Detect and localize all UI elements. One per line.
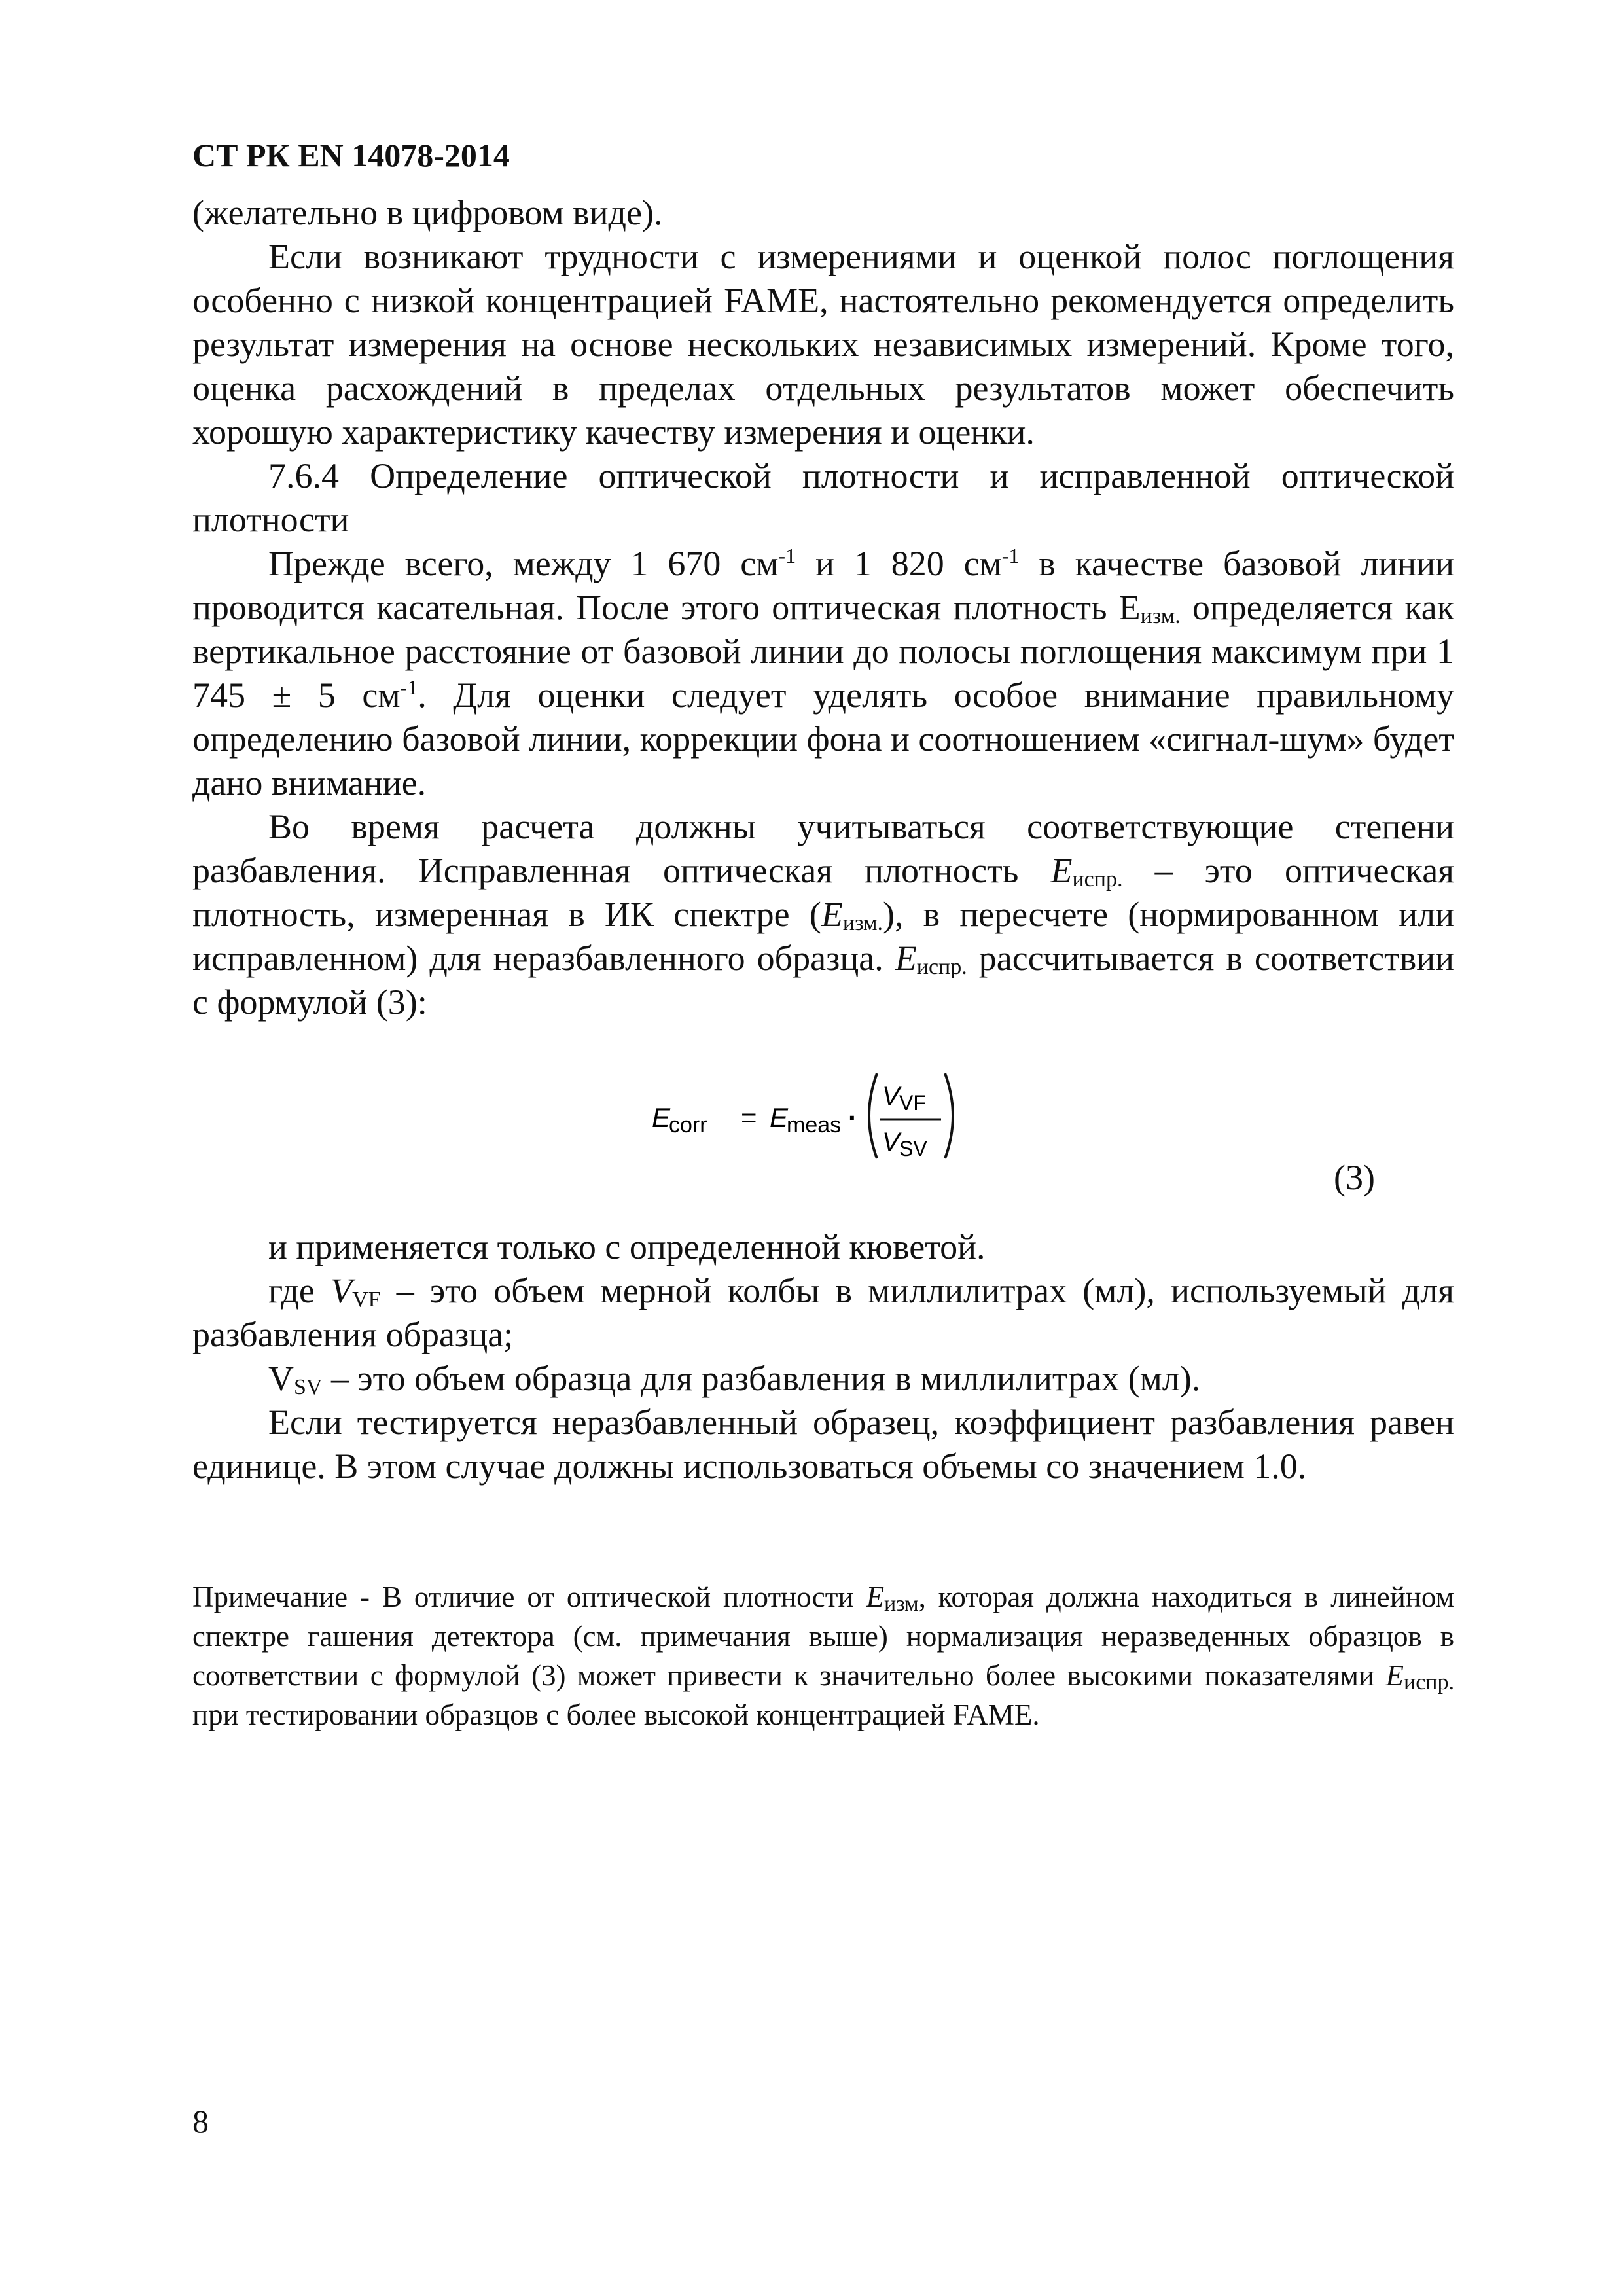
formula-3: [648, 1067, 988, 1165]
paragraph-continuation: (желательно в цифровом виде).: [192, 193, 663, 232]
note: [192, 1577, 1454, 1734]
formula-rhs-sub: meas: [787, 1113, 842, 1138]
note-text: Примечание - В отличие от оптической плотности $E_{изм}$, которая должна находиться в линейном спектре гашения детектора (см. примечания выше) нормализация неразведенных образцов в соответствии с формулой (3) может привести к значительно более высокими показателями $E_{испр.}$ при тестировании образцов с более высокой концентрацией FAME.: [192, 1581, 1455, 1731]
formula-lhs: E: [652, 1102, 671, 1133]
paragraph-dilution: Во время расчета должны учитываться соответствующие степени разбавления. Исправленная оптическая плотность $E_{испр.}$ – это оптическая плотность, измеренная в ИК спектре $(E_{изм.})$, в пересчете (нормированном или исправленном) для неразбавленного образца. $E_{испр.}$ рассчитывается в соответствии с формулой (3):: [192, 807, 1455, 1022]
standard-code-header: СТ РК EN 14078-2014: [192, 137, 510, 173]
formula-equals: =: [741, 1102, 757, 1133]
formula-right-paren: [945, 1073, 953, 1158]
section-heading-7-6-4: 7.6.4 Определение оптической плотности и исправленной оптической плотности: [192, 456, 1454, 539]
formula-denominator: V: [882, 1128, 900, 1157]
body-text-upper: [192, 191, 1454, 1024]
formula-lhs-sub: corr: [669, 1113, 707, 1138]
formula-numerator-sub: VF: [899, 1091, 926, 1115]
formula-left-paren: [869, 1073, 877, 1158]
body-text-lower: [192, 1225, 1454, 1488]
paragraph-undiluted: Если тестируется неразбавленный образец, коэффициент разбавления равен единице. В этом случае должны использоваться объемы со значением 1.0.: [192, 1403, 1454, 1486]
formula-dot: ·: [848, 1102, 857, 1133]
paragraph-where-vvf: где $V_{VF}$ – это объем мерной колбы в миллилитрах (мл), используемый для разбавления образца;: [192, 1271, 1454, 1354]
formula-numerator: V: [882, 1082, 900, 1111]
page-number: 8: [192, 2103, 209, 2140]
paragraph-vsv: $V_{SV}$ – это объем образца для разбавления в миллилитрах (мл).: [268, 1359, 1201, 1399]
paragraph-cuvette: и применяется только с определенной кюветой.: [268, 1227, 986, 1266]
formula-number: (3): [1334, 1158, 1375, 1197]
formula-rhs: E: [770, 1102, 789, 1133]
paragraph-measurement-difficulties: Если возникают трудности с измерениями и оценкой полос поглощения особенно с низкой концентрацией FAME, настоятельно рекомендуется определить результат измерения на основе нескольких независимых измерений. Кроме того, оценка расхождений в пределах отдельных результатов может обеспечить хорошую характеристику качеству измерения и оценки.: [192, 237, 1454, 452]
paragraph-baseline: Прежде всего, между 1 670 $см^{-1}$ и 1 820 $см^{-1}$ в качестве базовой линии проводится касательная. После этого оптическая плотность $Е_{изм.}$ определяется как вертикальное расстояние от базовой линии до полосы поглощения максимум при 1 745 ± 5 $см^{-1}$. Для оценки следует уделять особое внимание правильному определению базовой линии, коррекции фона и соотношением «сигнал-шум» будет дано внимание.: [192, 544, 1454, 802]
formula-denominator-sub: SV: [899, 1137, 927, 1160]
